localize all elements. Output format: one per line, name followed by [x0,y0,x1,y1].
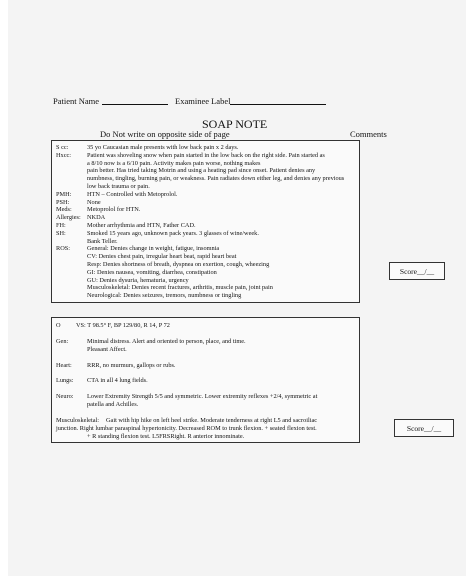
subjective-line-label: PSH: [56,198,70,206]
subjective-line-text: Patient was shoveling snow when pain started in the low back on the right side. Pain started as [87,151,325,159]
subjective-line-text: GI: Denies nausea, vomiting, diarrhea, constipation [87,268,217,276]
subjective-line-text: NKDA [87,214,106,222]
subjective-line-text: a 8/10 now is a 6/10 pain. Activity makes pain worse, nothing makes [87,159,261,167]
subjective-line-text: low back trauma or pain. [87,183,150,190]
objective-line-label: Heart: [56,361,72,369]
page-subtitle: Do Not write on opposite side of page [100,129,230,139]
subjective-line-text: Resp: Denies shortness of breath, dyspnea on exertion, cough, wheezing [87,261,270,268]
subjective-line-label: Hxcc: [56,151,72,159]
subjective-line-label: ROS: [56,245,70,253]
subjective-line-label: PMH: [56,190,72,198]
objective-line-text: junction. Right lumbar paraspinal hypertonicity. Decreased ROM to trunk flexion. + seated flexion test. [56,424,317,432]
subjective-line-text: numbness, tingling, burning pain, or weakness. Pain radiates down either leg, and denies any previous [87,175,345,183]
objective-line-text: + R standing flexion test. L5FRSRight. R anterior innominate. [87,432,245,440]
subjective-line-text: pain better. Has tried taking Motrin and using a heating pad since onset. Patient denies any [87,167,316,175]
examinee-label: Examinee Label [175,96,231,106]
objective-line-label: Lungs: [56,377,74,385]
subjective-line-text: 35 yo Caucasian male presents with low back pain x 2 days. [87,144,239,151]
objective-line-label: O [56,322,61,329]
objective-line-text: RRR, no murmurs, gallops or rubs. [87,361,176,369]
page-title: SOAP NOTE [202,117,268,131]
objective-line-label: Gen: [56,337,69,345]
subjective-line-label: S cc: [56,144,69,151]
subjective-line-text: CV: Denies chest pain, irregular heart beat, rapid heart beat [87,253,237,261]
subjective-score-label: Score__/__ [399,266,435,276]
objective-line-label: Musculoskeletal: [56,416,100,424]
subjective-line-text: Smoked 15 years ago, unknown pack years. 3 glasses of wine/week. [87,229,259,237]
comments-label: Comments [350,129,387,139]
subjective-line-text: HTN – Controlled with Metoprolol. [87,190,178,198]
objective-line-label: Neuro: [56,393,74,401]
subjective-score-box[interactable] [389,262,445,280]
objective-line-text: VS: T 98.5° F, BP 129/80, R 14, P 72 [76,322,170,329]
subjective-line-text: Metoprolol for HTN. [87,206,141,214]
objective-line-text: Gait with hip hike on left heel strike. Moderate tenderness at right L5 and sacroiliac [106,416,318,424]
objective-line-text: Minimal distress. Alert and oriented to person, place, and time. [87,337,246,345]
objective-line-text: Lower Extremity Strength 5/5 and symmetric. Lower extremity reflexes +2/4, symmetric at [87,393,318,401]
objective-score-label: Score__/__ [406,423,442,433]
patient-name-label: Patient Name [53,96,100,106]
subjective-line-text: GU: Denies dysuria, hematuria, urgency [87,276,189,284]
objective-line-text: patella and Achilles. [87,401,139,408]
subjective-line-label: Allergies: [56,214,81,222]
subjective-line-text: None [87,198,101,206]
examinee-field[interactable] [230,104,326,105]
subjective-line-label: Meds: [56,206,72,214]
subjective-line-text: Bank Teller. [87,237,118,245]
objective-section [51,317,360,443]
objective-line-text: CTA in all 4 lung fields. [87,377,148,385]
subjective-line-text: Neurological: Denies seizures, tremors, numbness or tingling [87,292,242,300]
subjective-line-text: Mother arrhythmia and HTN, Father CAD. [87,222,196,229]
subjective-line-text: Musculoskeletal: Denies recent fractures, arthritis, muscle pain, joint pain [87,284,273,292]
objective-score-box[interactable] [394,419,454,437]
subjective-line-label: SH: [56,229,66,237]
document-page [8,0,466,576]
patient-name-field[interactable] [102,104,168,105]
objective-line-text: Pleasant Affect. [87,345,127,353]
subjective-line-label: FH: [56,222,66,229]
subjective-line-text: General: Denies change in weight, fatigue, insomnia [87,245,220,253]
subjective-section [51,140,360,303]
